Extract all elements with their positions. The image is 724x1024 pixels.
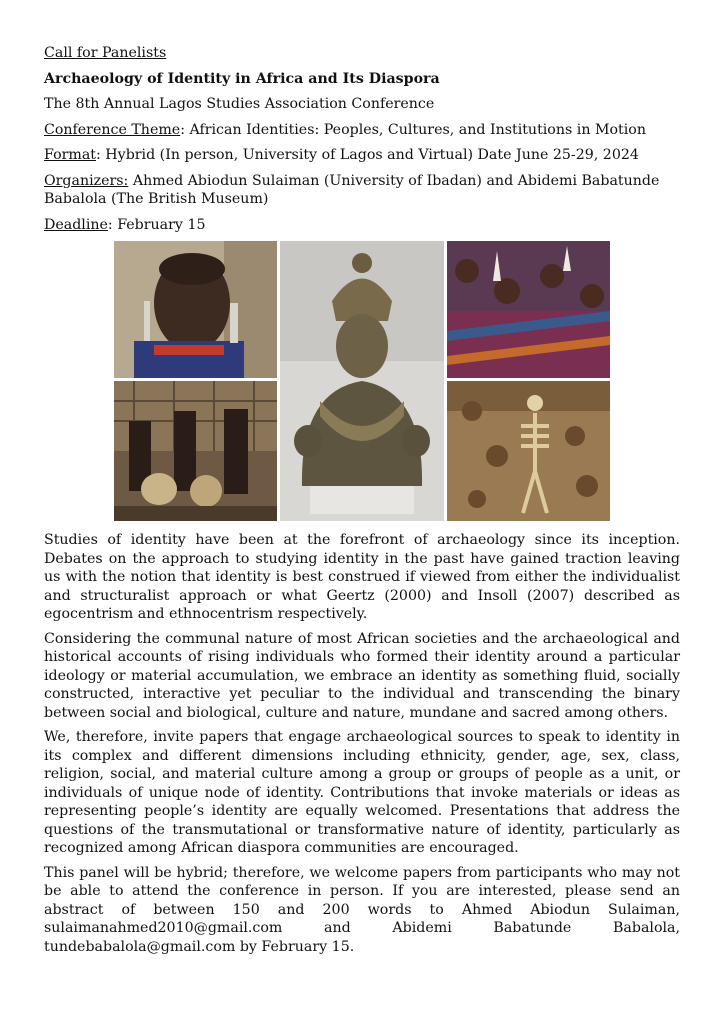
paragraph-3: We, therefore, invite papers that engage archaeological sources to speak to identity in its complex and different dimensions including ethnicity, gender, age, sex, class, religion, social, and material culture among a group or groups of people as a unit, or individuals of unique node of identity. Contributions that invoke materials or ideas as representing people’s identity are equally welcomed. Presentations that address the questions of the transmutational or transformative nature of identity, particularly as recognized among African diaspora communities are encouraged. [44, 729, 680, 856]
paragraph-1: Studies of identity have been at the forefront of archaeology since its inception. Debates on the approach to studying identity in the past have gained traction leaving us with the notion that identity is best construed if viewed from either the individualist and structuralist approach or what Geertz (2000) and Insoll (2007) described as egocentrism and ethnocentrism respectively. [44, 532, 680, 622]
theme-line [44, 121, 680, 140]
photo-collage [114, 241, 610, 521]
photo-festival-crowd [447, 241, 610, 378]
organizers-line [44, 172, 680, 209]
photo-woman-portrait [114, 241, 277, 378]
theme-label: Conference Theme [44, 121, 181, 138]
document-title: Archaeology of Identity in Africa and Its Diaspora [44, 70, 440, 87]
deadline-line [44, 216, 680, 235]
paragraph-4: This panel will be hybrid; therefore, we welcome papers from participants who may not be able to attend the conference in person. If you are interested, please send an abstract of between 150 and 200 words to Ahmed Abiodun Sulaiman, sulaimanahmed2010@gmail.com and Abidemi Babatunde Babalola, tundebabalola@gmail.com by February 15. [44, 864, 680, 955]
conference-name: The 8th Annual Lagos Studies Association Conference [44, 96, 435, 112]
call-label: Call for Panelists [44, 45, 167, 61]
organizers-value: Ahmed Abiodun Sulaiman (University of Ibadan) and Abidemi Babatunde Babalola (The British Museum) [44, 172, 660, 207]
deadline-value: : February 15 [107, 216, 206, 233]
format-label: Format [44, 147, 97, 163]
document-page [44, 44, 680, 962]
format-line [44, 146, 680, 165]
deadline-label: Deadline [44, 216, 108, 233]
theme-value: : African Identities: Peoples, Cultures, and Institutions in Motion [180, 121, 646, 138]
cropped-text-strip [44, 1017, 680, 1024]
photo-dancers-drums [114, 381, 277, 521]
paragraph-2: Considering the communal nature of most African societies and the archaeological and historical accounts of rising individuals who formed their identity around a particular ideology or material accumulation, we embrace an identity as something fluid, socially constructed, interactive yet peculiar to the individual and transcending the binary between social and biological, culture and nature, mundane and sacred among others. [44, 630, 680, 721]
photo-bronze-bust [280, 241, 444, 521]
photo-burial-excavation [447, 381, 610, 521]
format-value: : Hybrid (In person, University of Lagos and Virtual) Date June 25-29, 2024 [96, 147, 639, 163]
organizers-label: Organizers: [44, 172, 129, 189]
